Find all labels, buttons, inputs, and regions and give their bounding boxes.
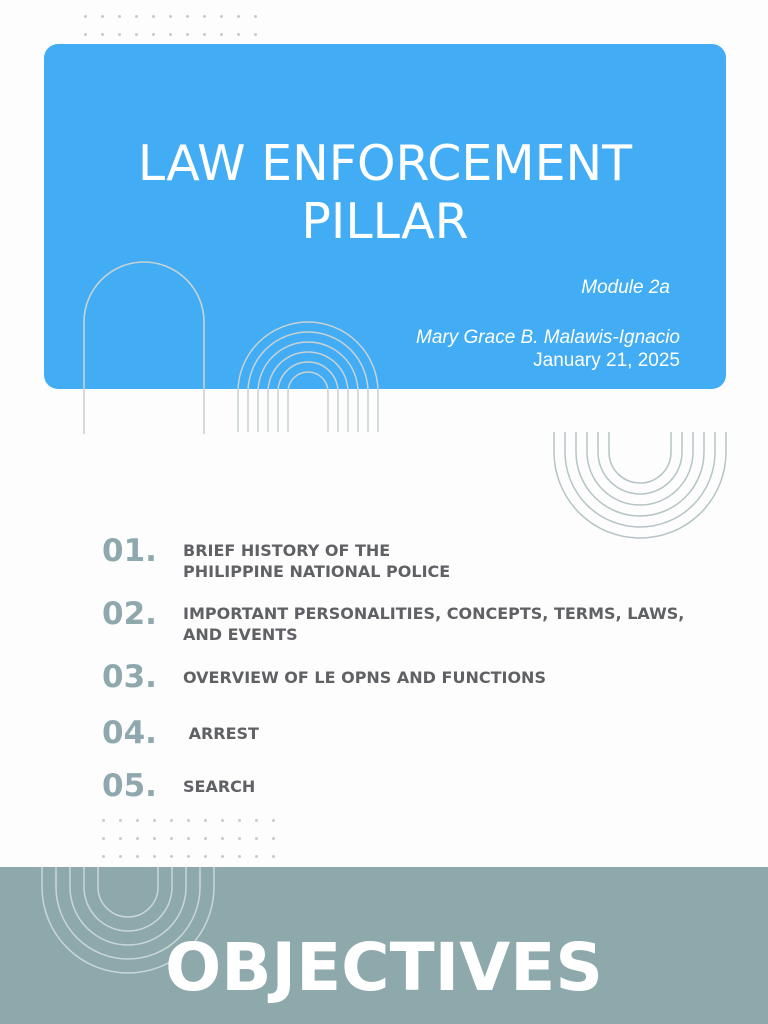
dot: [136, 855, 139, 858]
dot: [254, 15, 257, 18]
dot: [203, 15, 206, 18]
toc-number-4: 04.: [102, 715, 157, 751]
dot: [237, 15, 240, 18]
dot: [101, 33, 104, 36]
dot: [186, 33, 189, 36]
dot: [272, 855, 275, 858]
toc-number-1: 01.: [102, 533, 157, 569]
dot: [272, 819, 275, 822]
dot: [119, 837, 122, 840]
dot: [153, 855, 156, 858]
arch-outline-decoration: [80, 262, 210, 437]
toc-number-5: 05.: [102, 768, 157, 804]
dot: [102, 837, 105, 840]
dot: [135, 15, 138, 18]
dot: [119, 855, 122, 858]
dot: [170, 837, 173, 840]
dot: [255, 837, 258, 840]
dot: [187, 855, 190, 858]
dot: [221, 855, 224, 858]
dot: [220, 15, 223, 18]
dot: [204, 837, 207, 840]
dot: [170, 855, 173, 858]
module-label: Module 2a: [581, 277, 670, 298]
toc-item-2: IMPORTANT PERSONALITIES, CONCEPTS, TERMS, LAWS, AND EVENTS: [183, 604, 685, 644]
objectives-band: [0, 867, 768, 1024]
dot: [153, 819, 156, 822]
toc-number-2: 02.: [102, 596, 157, 632]
dot: [221, 819, 224, 822]
dot: [101, 15, 104, 18]
objectives-heading: OBJECTIVES: [165, 929, 603, 1006]
dot: [254, 33, 257, 36]
toc-item-1: BRIEF HISTORY OF THE PHILIPPINE NATIONAL POLICE: [183, 541, 451, 581]
dot: [187, 837, 190, 840]
dot: [84, 15, 87, 18]
toc-number-3: 03.: [102, 659, 157, 695]
dot: [153, 837, 156, 840]
dot: [102, 855, 105, 858]
dot: [238, 837, 241, 840]
author-name: Mary Grace B. Malawis-Ignacio: [416, 327, 680, 348]
dot: [221, 837, 224, 840]
dot: [152, 15, 155, 18]
dot: [255, 855, 258, 858]
dot: [118, 33, 121, 36]
dot: [119, 819, 122, 822]
dot: [238, 855, 241, 858]
dot: [255, 819, 258, 822]
dot: [169, 15, 172, 18]
dot: [169, 33, 172, 36]
dot: [136, 837, 139, 840]
dot: [170, 819, 173, 822]
dot: [136, 819, 139, 822]
title-line-1: LAW ENFORCEMENT: [137, 135, 633, 192]
dot: [204, 819, 207, 822]
dot: [203, 33, 206, 36]
toc-item-5: SEARCH: [183, 777, 256, 796]
title-line-2: PILLAR: [301, 193, 469, 250]
dot: [84, 33, 87, 36]
dot: [272, 837, 275, 840]
dot: [187, 819, 190, 822]
dot: [186, 15, 189, 18]
dot: [237, 33, 240, 36]
dot: [102, 819, 105, 822]
dot: [204, 855, 207, 858]
dot: [220, 33, 223, 36]
toc-item-3: OVERVIEW OF LE OPNS AND FUNCTIONS: [183, 668, 546, 687]
nested-u-decoration: [552, 432, 728, 542]
dot: [152, 33, 155, 36]
dot: [238, 819, 241, 822]
presentation-date: January 21, 2025: [533, 350, 680, 371]
toc-item-4: ARREST: [183, 724, 259, 743]
nested-arches-decoration: [234, 320, 384, 435]
dot: [118, 15, 121, 18]
dot: [135, 33, 138, 36]
